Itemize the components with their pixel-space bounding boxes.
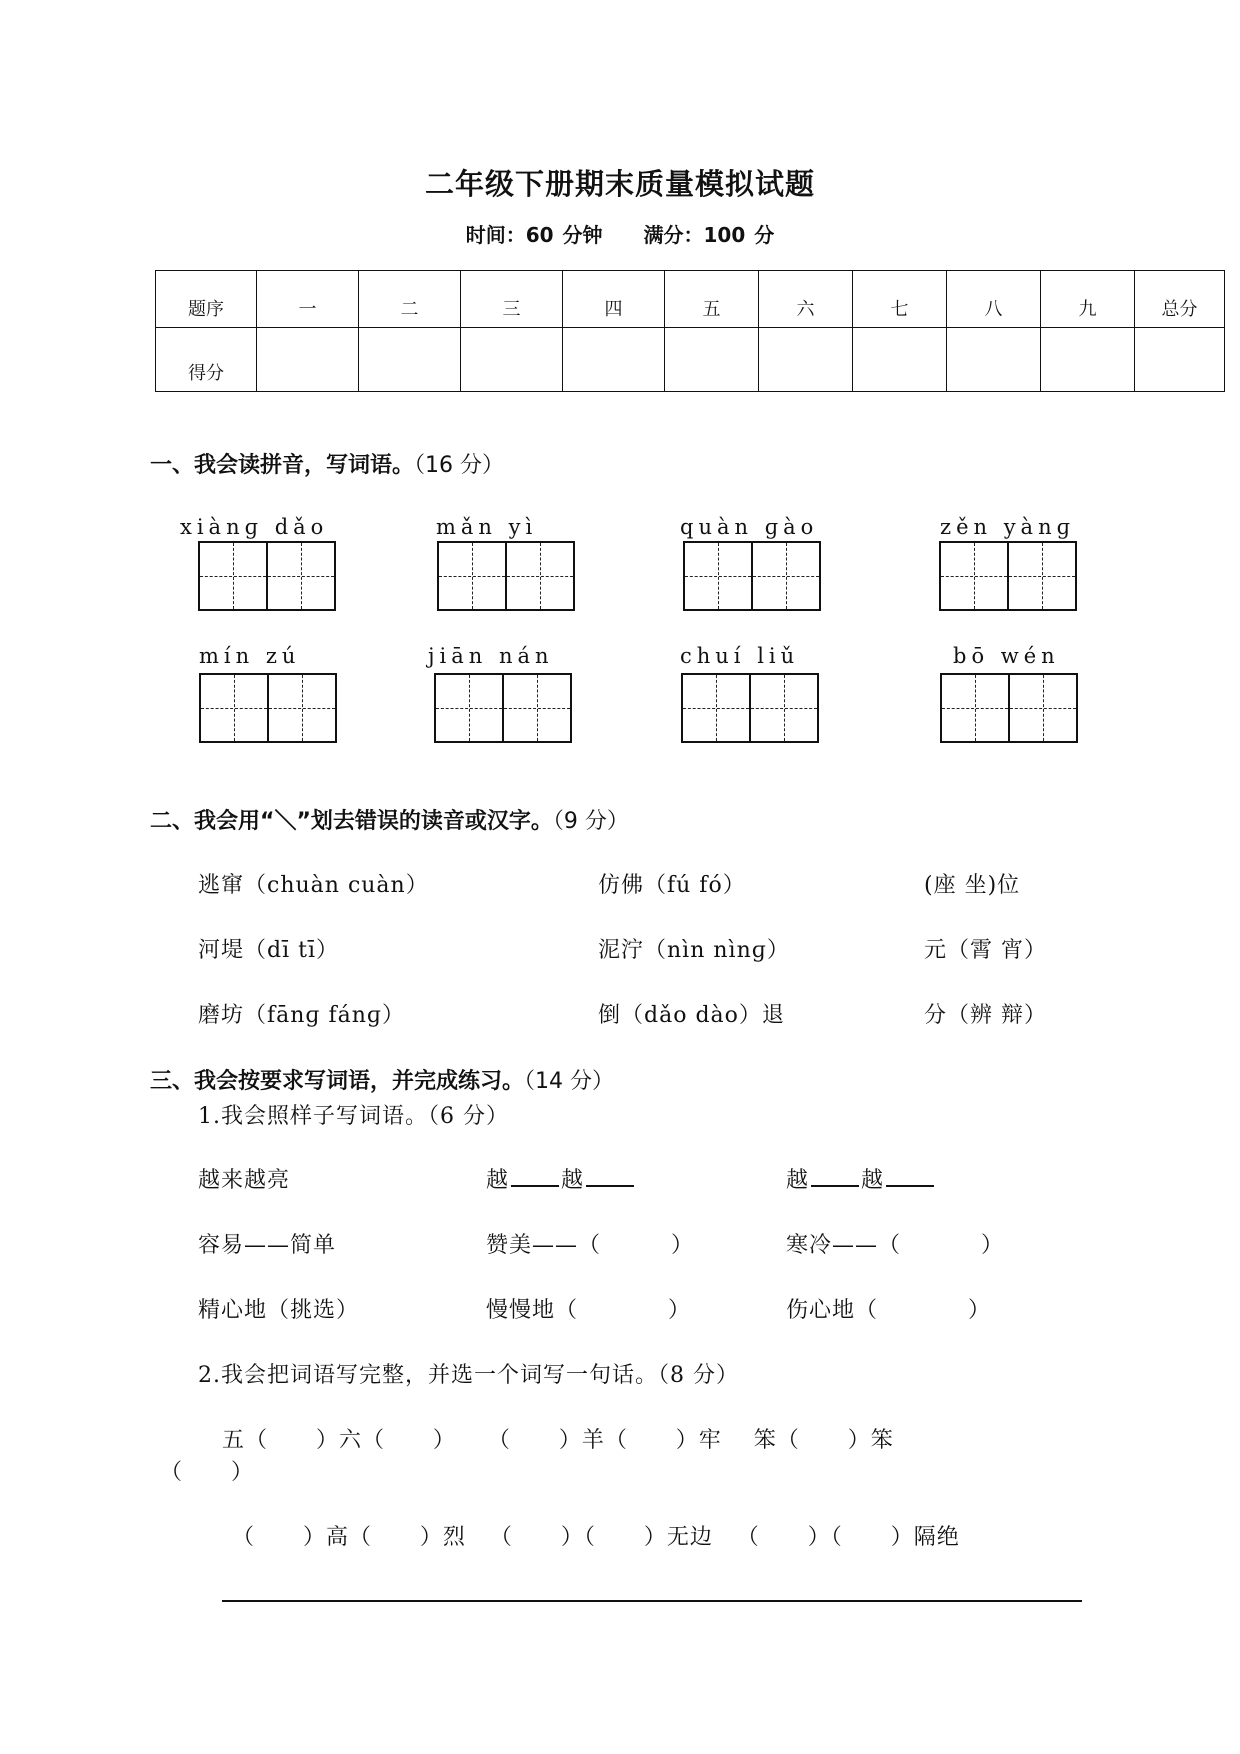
answer-blank[interactable] [511, 1165, 559, 1187]
s3-example3: 精心地（挑选） [198, 1298, 360, 1323]
writing-grid-4[interactable] [939, 541, 1077, 611]
score-table-col: 六 [759, 271, 853, 328]
s3-yue-blank-a [486, 1163, 636, 1194]
s2-item: 河堤（dī tī） [198, 938, 339, 963]
section1-points: （16 分） [414, 453, 505, 478]
grid-cell[interactable] [267, 673, 337, 743]
yue-char: 越 [861, 1168, 885, 1193]
close-paren: ） [981, 1233, 1005, 1258]
section1-title: 一、我会读拼音，写词语。 [150, 453, 415, 478]
s3-fill-row2[interactable]: （ ）高（ ）烈 （ ）（ ）无边 （ ）（ ）隔绝 [232, 1525, 960, 1550]
yue-char: 越 [561, 1168, 585, 1193]
s3-sub2: 2.我会把词语写完整，并选一个词写一句话。（8 分） [198, 1363, 739, 1388]
score-table-col: 九 [1041, 271, 1135, 328]
writing-grid-3[interactable] [683, 541, 821, 611]
score-cell[interactable] [257, 328, 359, 392]
s2-item: 元（霄 宵） [924, 938, 1047, 963]
grid-cell[interactable] [681, 673, 751, 743]
grid-cell[interactable] [1008, 673, 1078, 743]
answer-blank[interactable] [811, 1165, 859, 1187]
pinyin-8: bō wén [953, 644, 1060, 668]
grid-cell[interactable] [505, 541, 575, 611]
s2-item: 仿佛（fú fó） [598, 873, 746, 898]
score-table-col: 二 [359, 271, 461, 328]
s2-item: 分（辨 辩） [924, 1003, 1047, 1028]
grid-cell[interactable] [199, 673, 269, 743]
section2-points: （9 分） [552, 809, 629, 834]
page-title: 二年级下册期末质量模拟试题 [424, 167, 815, 201]
grid-cell[interactable] [434, 673, 504, 743]
s2-item: 倒（dǎo dào）退 [598, 1003, 785, 1028]
grid-cell[interactable] [751, 541, 821, 611]
score-cell[interactable] [759, 328, 853, 392]
grid-cell[interactable] [502, 673, 572, 743]
score-table-col: 八 [947, 271, 1041, 328]
q3a-text: 慢慢地（ [486, 1298, 579, 1323]
score-table-col: 三 [461, 271, 563, 328]
q3b-text: 伤心地（ [786, 1298, 879, 1323]
sentence-answer-line[interactable] [222, 1600, 1082, 1602]
s3-yue-blank-b [786, 1163, 936, 1194]
s2-item: 磨坊（fānɡ fánɡ） [198, 1003, 406, 1028]
grid-cell[interactable] [940, 673, 1010, 743]
pinyin-7: chuí liǔ [680, 644, 800, 668]
time-limit: 时间：60 分钟 [465, 223, 603, 247]
grid-cell[interactable] [1007, 541, 1077, 611]
writing-grid-6[interactable] [434, 673, 572, 743]
s2-item: 泥泞（nìn nìnɡ） [598, 938, 790, 963]
q2b-text: 寒冷——（ [786, 1233, 902, 1258]
close-paren: ） [668, 1298, 692, 1323]
writing-grid-2[interactable] [437, 541, 575, 611]
exam-info [0, 219, 1240, 248]
pinyin-6: jiān nán [428, 644, 554, 668]
section3-title: 三、我会按要求写词语，并完成练习。 [150, 1069, 525, 1094]
answer-blank[interactable] [886, 1165, 934, 1187]
grid-cell[interactable] [266, 541, 336, 611]
yue-char: 越 [486, 1168, 510, 1193]
section3-points: （14 分） [524, 1069, 615, 1094]
section2-title: 二、我会用“＼”划去错误的读音或汉字。 [150, 809, 553, 834]
score-cell[interactable] [947, 328, 1041, 392]
writing-grid-5[interactable] [199, 673, 337, 743]
writing-grid-7[interactable] [681, 673, 819, 743]
s3-example2: 容易——简单 [198, 1233, 337, 1258]
pinyin-3: quàn ɡào [680, 515, 819, 539]
grid-cell[interactable] [939, 541, 1009, 611]
score-table-col: 五 [665, 271, 759, 328]
pinyin-4: zěn yànɡ [940, 515, 1076, 539]
score-cell[interactable] [359, 328, 461, 392]
section2-heading [150, 804, 629, 835]
score-table [155, 270, 1225, 392]
s3-q3a [486, 1293, 691, 1324]
score-cell[interactable] [1041, 328, 1135, 392]
score-cell[interactable] [853, 328, 947, 392]
score-cell[interactable] [1135, 328, 1225, 392]
score-table-row-label: 题序 [156, 271, 257, 328]
score-table-row-label: 得分 [156, 328, 257, 392]
score-table-col: 七 [853, 271, 947, 328]
s3-fill-row1-wrap[interactable]: （ ） [160, 1460, 254, 1485]
pinyin-1: xiànɡ dǎo [180, 515, 329, 539]
s2-item: (座 坐)位 [924, 873, 1021, 898]
score-table-col: 一 [257, 271, 359, 328]
score-table-header-row [156, 271, 1225, 328]
yue-char: 越 [786, 1168, 810, 1193]
s3-sub1: 1.我会照样子写词语。（6 分） [198, 1104, 509, 1129]
close-paren: ） [671, 1233, 695, 1258]
grid-cell[interactable] [749, 673, 819, 743]
close-paren: ） [968, 1298, 992, 1323]
score-cell[interactable] [461, 328, 563, 392]
s2-item: 逃窜（chuàn cuàn） [198, 873, 429, 898]
s3-example1: 越来越亮 [198, 1168, 291, 1193]
answer-blank[interactable] [586, 1165, 634, 1187]
grid-cell[interactable] [437, 541, 507, 611]
score-table-col: 四 [563, 271, 665, 328]
writing-grid-1[interactable] [198, 541, 336, 611]
q2a-text: 赞美——（ [486, 1233, 602, 1258]
pinyin-2: mǎn yì [436, 515, 538, 539]
score-table-score-row [156, 328, 1225, 392]
writing-grid-8[interactable] [940, 673, 1078, 743]
section3-heading [150, 1064, 614, 1095]
section1-heading [150, 448, 504, 479]
s3-q3b [786, 1293, 991, 1324]
s3-q2a [486, 1228, 694, 1259]
score-cell[interactable] [665, 328, 759, 392]
pinyin-5: mín zú [199, 644, 301, 668]
s3-fill-row1[interactable]: 五（ ）六（ ） （ ）羊（ ）牢 笨（ ）笨 [222, 1428, 894, 1453]
grid-cell[interactable] [198, 541, 268, 611]
full-score: 满分：100 分 [643, 223, 775, 247]
grid-cell[interactable] [683, 541, 753, 611]
s3-q2b [786, 1228, 1004, 1259]
score-cell[interactable] [563, 328, 665, 392]
score-table-col: 总分 [1135, 271, 1225, 328]
